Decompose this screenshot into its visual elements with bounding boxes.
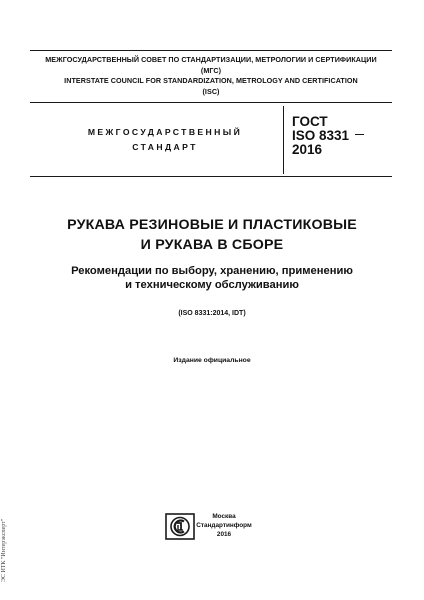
designation-divider <box>283 106 284 174</box>
document-title-line2: И РУКАВА В СБОРЕ <box>140 237 284 253</box>
document-subtitle-line1: Рекомендации по выбору, хранению, применению <box>71 265 353 277</box>
publisher-year: 2016 <box>216 531 232 538</box>
publisher-name: Стандартинформ <box>196 522 252 529</box>
council-abbr-en: (ISC) <box>202 87 220 96</box>
document-title-line1: РУКАВА РЕЗИНОВЫЕ И ПЛАСТИКОВЫЕ <box>67 217 357 233</box>
standartinform-logo-icon <box>165 513 195 540</box>
designation-gost: ГОСТ <box>292 114 328 129</box>
publisher-block <box>196 512 252 539</box>
iso-reference: (ISO 8331:2014, IDT) <box>178 310 246 317</box>
designation-rule <box>30 176 392 177</box>
council-name-en: INTERSTATE COUNCIL FOR STANDARDIZATION, METROLOGY AND CERTIFICATION <box>64 76 358 85</box>
header-rule <box>30 102 392 103</box>
designation-iso-number: ISO 8331 <box>292 128 350 143</box>
publisher-city: Москва <box>212 513 236 520</box>
standard-type-line2: СТАНДАРТ <box>132 142 198 152</box>
top-rule <box>30 50 392 51</box>
document-subtitle-line2: и техническому обслуживанию <box>125 279 299 291</box>
council-name-ru: МЕЖГОСУДАРСТВЕННЫЙ СОВЕТ ПО СТАНДАРТИЗАЦИИ, МЕТРОЛОГИИ И СЕРТИФИКАЦИИ <box>45 55 377 64</box>
edition-note: Издание официальное <box>173 357 251 364</box>
standard-type-line1: МЕЖГОСУДАРСТВЕННЫЙ <box>87 127 243 137</box>
vertical-watermark-note: ЭС ИТК "Интерэксперт" <box>1 518 7 582</box>
designation-dash <box>355 134 364 135</box>
council-abbr-ru: (МГС) <box>200 66 222 75</box>
designation-year: 2016 <box>292 142 323 157</box>
